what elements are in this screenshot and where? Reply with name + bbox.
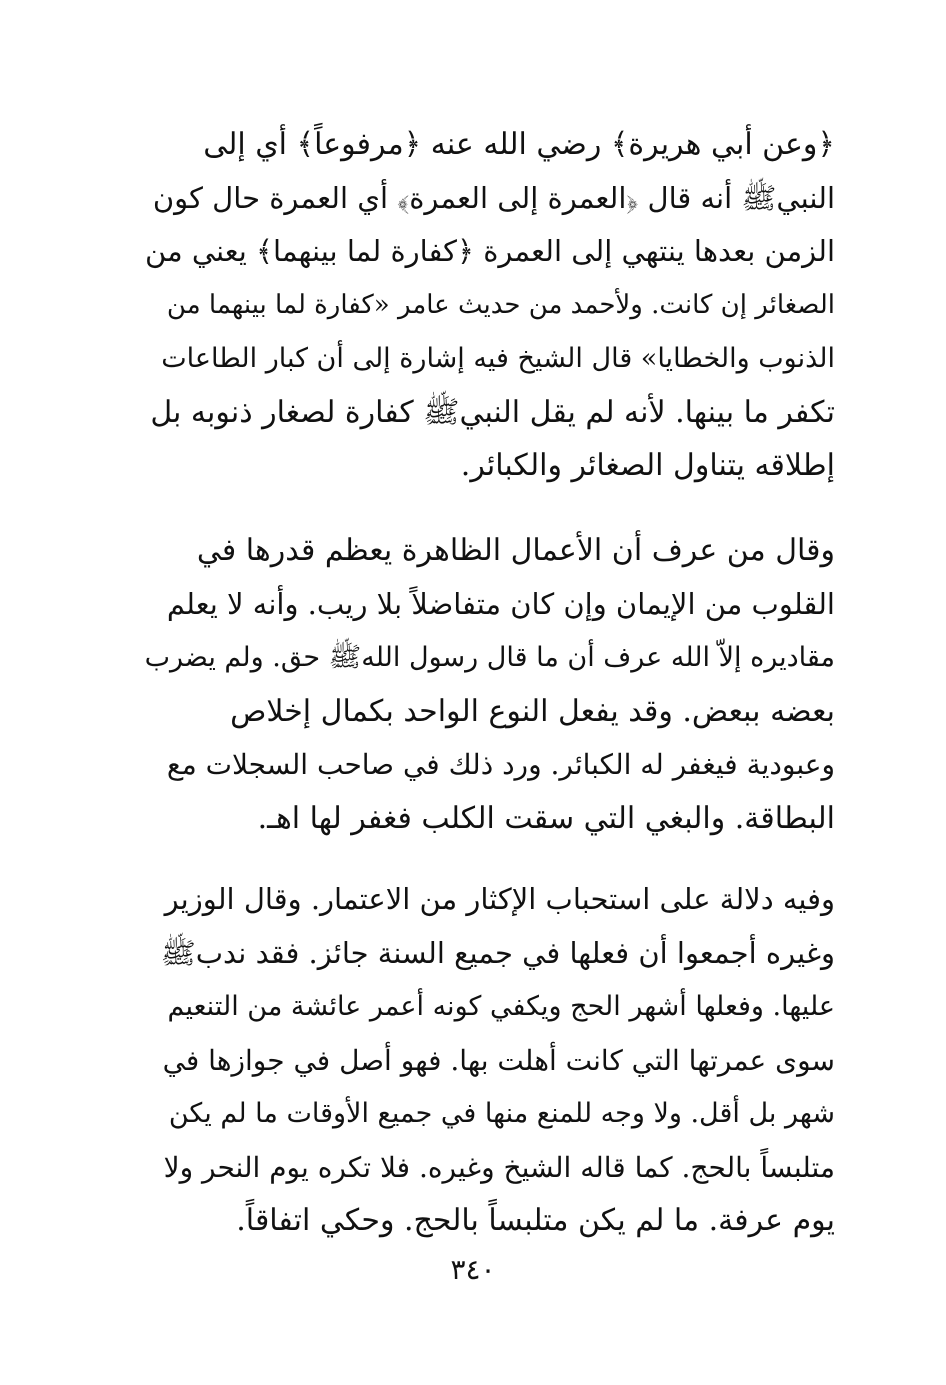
text-line: وغيره أجمعوا أن فعلها في جميع السنة جائز. فقد ندبﷺ xyxy=(160,935,835,970)
text-line: بعضه ببعض. وقد يفعل النوع الواحد بكمال إخلاص xyxy=(230,693,835,729)
text-line: تكفر ما بينها. لأنه لم يقل النبيﷺ كفارة لصغار ذنوبه بل xyxy=(150,394,835,430)
text-line: وفيه دلالة على استحباب الإكثار من الاعتمار. وقال الوزير xyxy=(164,882,835,916)
text-line: القلوب من الإيمان وإن كان متفاضلاً بلا ريب. وأنه لا يعلم xyxy=(166,586,835,621)
text-line: البطاقة. والبغي التي سقت الكلب فغفر لها اهـ. xyxy=(257,800,835,836)
text-line: إطلاقه يتناول الصغائر والكبائر. xyxy=(460,448,835,483)
text-line: الذنوب والخطايا» قال الشيخ فيه إشارة إلى أن كبار الطاعات xyxy=(161,343,835,374)
text-line: الزمن بعدها ينتهي إلى العمرة ﴿كفارة لما بينهما﴾ يعني من xyxy=(145,234,835,268)
text-line: يوم عرفة. ما لم يكن متلبساً بالحج. وحكي اتفاقاً. xyxy=(236,1203,835,1238)
text-line: سوى عمرتها التي كانت أهلت بها. فهو أصل في جوازها في xyxy=(162,1043,835,1077)
text-line: الصغائر إن كانت. ولأحمد من حديث عامر «كفارة لما بينهما من xyxy=(166,289,835,320)
text-line: النبيﷺ أنه قال ﴿العمرة إلى العمرة﴾ أي العمرة حال كون xyxy=(152,180,835,215)
paragraph-umrah-hadith xyxy=(145,118,835,493)
text-line: ﴿وعن أبي هريرة﴾ رضي الله عنه ﴿مرفوعاً﴾ أي إلى xyxy=(203,127,835,162)
paragraph-outward-deeds xyxy=(145,524,835,845)
text-line: وقال من عرف أن الأعمال الظاهرة يعظم قدرها في xyxy=(196,533,835,568)
page-number: ٣٤٠ xyxy=(450,1253,496,1286)
paragraph-frequent-umrah xyxy=(145,873,835,1248)
text-line: متلبساً بالحج. كما قاله الشيخ وغيره. فلا تكره يوم النحر ولا xyxy=(163,1150,835,1184)
text-line: شهر بل أقل. ولا وجه للمنع منها في جميع الأوقات ما لم يكن xyxy=(168,1098,835,1129)
text-line: مقاديره إلاّ الله عرف أن ما قال رسول اللهﷺ حق. ولم يضرب xyxy=(144,642,835,673)
text-line: وعبودية فيغفر له الكبائر. ورد ذلك في صاحب السجلات مع xyxy=(166,748,835,781)
text-line: عليها. وفعلها أشهر الحج ويكفي كونه أعمر عائشة من التنعيم xyxy=(167,991,835,1022)
